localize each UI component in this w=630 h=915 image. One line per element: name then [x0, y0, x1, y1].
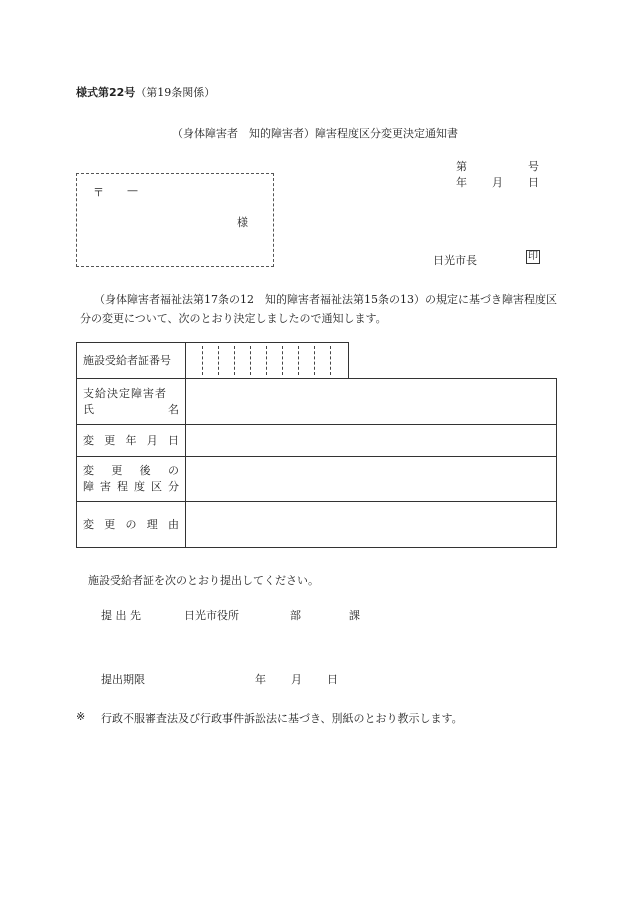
label-char: 程	[117, 480, 128, 493]
document-title: （身体障害者 知的障害者）障害程度区分変更決定通知書	[172, 127, 458, 140]
date-year: 年	[456, 176, 467, 189]
label-char: 年	[125, 434, 137, 447]
after-change-label-line2	[83, 479, 179, 495]
deadline-day: 日	[327, 673, 338, 686]
issuer-name: 日光市長	[433, 254, 477, 267]
address-box	[76, 173, 274, 267]
date-month: 月	[492, 176, 503, 189]
after-change-label-cell	[77, 457, 186, 501]
digit-separator	[314, 346, 315, 375]
label-char: 更	[111, 464, 123, 477]
submission-instruction: 施設受給者証を次のとおり提出してください。	[88, 574, 319, 587]
honorific-sama: 様	[237, 216, 248, 229]
label-char: 由	[168, 518, 179, 531]
label-char: 障	[83, 480, 94, 493]
postal-mark: 〒	[93, 186, 104, 199]
postal-dash: —	[127, 184, 138, 197]
deadline-month: 月	[291, 673, 302, 686]
table-row-change-date	[76, 424, 557, 457]
recipient-name-label-line1: 支給決定障害者	[83, 387, 167, 400]
cert-number-label: 施設受給者証番号	[83, 354, 171, 367]
label-char: 更	[104, 518, 116, 531]
table-row-after-change	[76, 456, 557, 502]
destination-label: 提 出 先	[101, 609, 141, 622]
change-date-label-cell	[77, 425, 186, 456]
recipient-name-label-line2	[83, 402, 179, 418]
label-char: 区	[151, 480, 162, 493]
form-relation: （第19条関係）	[135, 86, 216, 99]
digit-separator	[202, 346, 203, 375]
cert-number-label-cell	[77, 343, 186, 378]
form-number: 様式第22号	[76, 86, 136, 99]
label-char: 害	[100, 480, 111, 493]
label-char: 変	[83, 518, 94, 531]
label-char: 月	[146, 434, 158, 447]
destination-office: 日光市役所	[184, 609, 239, 622]
digit-separator	[234, 346, 235, 375]
digit-separator	[298, 346, 299, 375]
date-day: 日	[528, 176, 539, 189]
seal-stamp: 印	[528, 251, 538, 262]
doc-number-dai: 第	[456, 160, 467, 173]
digit-separator	[266, 346, 267, 375]
digit-separator	[250, 346, 251, 375]
form-header	[76, 84, 215, 100]
label-char-mei: 名	[168, 403, 179, 416]
label-char: 更	[104, 434, 116, 447]
digit-separator	[282, 346, 283, 375]
destination-department: 部	[290, 609, 301, 622]
label-char: 日	[168, 434, 179, 447]
label-char: 後	[139, 464, 151, 477]
label-char: の	[125, 518, 137, 531]
after-change-label-line1	[83, 463, 179, 479]
digit-separator	[218, 346, 219, 375]
note-mark: ※	[76, 710, 86, 723]
recipient-name-label-cell	[77, 379, 186, 424]
digit-separator	[330, 346, 331, 375]
doc-number-go: 号	[528, 160, 539, 173]
change-date-label	[83, 433, 179, 449]
label-char: 変	[83, 434, 94, 447]
table-row-recipient-name	[76, 378, 557, 425]
reason-label	[83, 517, 179, 533]
table-row-reason	[76, 501, 557, 548]
note-text: 行政不服審査法及び行政事件訴訟法に基づき、別紙のとおり教示します。	[101, 712, 463, 725]
deadline-label: 提出期限	[101, 673, 145, 686]
table-row-cert-number	[76, 342, 349, 379]
destination-section: 課	[349, 609, 360, 622]
label-char: 度	[134, 480, 145, 493]
label-char: 理	[146, 518, 158, 531]
label-char-shi: 氏	[83, 403, 94, 416]
label-char: 変	[83, 464, 94, 477]
label-char: 分	[168, 480, 179, 493]
deadline-year: 年	[255, 673, 266, 686]
cert-number-digit-cells	[186, 343, 348, 378]
reason-label-cell	[77, 502, 186, 547]
notice-body: （身体障害者福祉法第17条の12 知的障害者福祉法第15条の13）の規定に基づき障害程度区分の変更について、次のとおり決定しましたので通知します。	[80, 293, 557, 325]
label-char: の	[167, 464, 179, 477]
